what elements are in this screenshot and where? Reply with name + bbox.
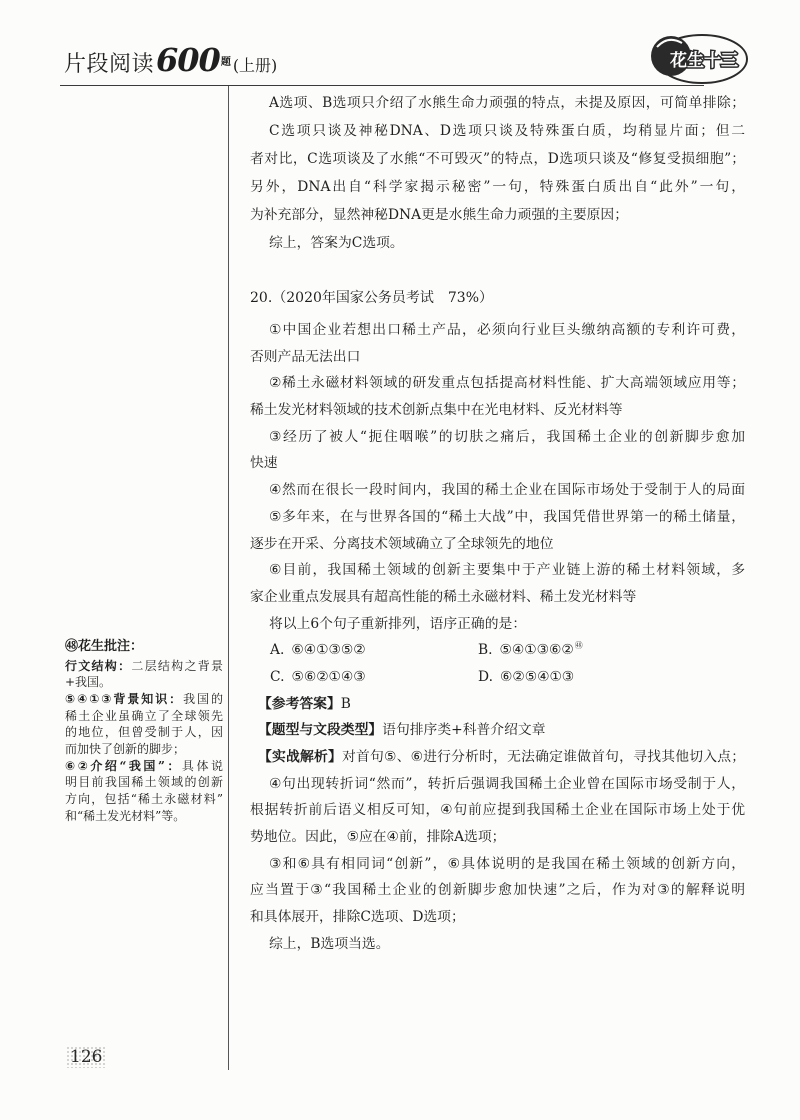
note-label: 行文结构： [65, 658, 132, 673]
sentence-line: 快速 [250, 455, 278, 472]
options-row [250, 637, 745, 664]
type-value: 语句排序类+科普介绍文章 [382, 722, 546, 739]
option-label: A. [270, 642, 285, 659]
page-number: 126 [66, 1046, 106, 1068]
question-prompt: 将以上6个句子重新排列，语序正确的是： [269, 615, 527, 632]
analysis-line: 为补充部分，显然神秘DNA更是水熊生命力顽强的主要原因； [250, 207, 629, 223]
solution-line [250, 744, 745, 771]
option-label: D. [478, 668, 493, 685]
book-header [64, 41, 278, 79]
option-d [478, 664, 574, 691]
option-order: ⑤④①③⑥② [499, 642, 574, 659]
solution-line: ③和⑥具有相同词“创新”，⑥具体说明的是我国在稀土领域的创新方向， [269, 855, 745, 872]
sentence-line: ⑥目前，我国稀土领域的创新主要集中于产业链上游的稀土材料领域，多 [269, 562, 745, 579]
series-title: 片段阅读 [64, 52, 155, 77]
sentence-line: 家企业重点发展具有超高性能的稀土永磁材料、稀土发光材料等 [250, 588, 637, 605]
sentence-line: 逐步在开采、分离技术领域确立了全球领先的地位 [250, 535, 554, 552]
note-line: 而加快了创新的脚步； [65, 742, 186, 757]
question-count: 600 [156, 41, 220, 79]
option-order: ⑥②⑤④①③ [499, 668, 575, 685]
previous-analysis [250, 89, 745, 257]
analysis-conclusion: 综上，答案为C选项。 [269, 235, 404, 251]
sentence-line: 否则产品无法出口 [250, 348, 361, 365]
note-line: 和“稀土发光材料”等。 [65, 808, 186, 823]
header-divider [60, 85, 704, 86]
note-line [65, 658, 223, 675]
logo-text: 花生十三 [670, 51, 738, 71]
note-label: ⑥②介绍“我国”： [65, 758, 182, 773]
analysis-line: 另外，DNA出自“科学家揭示秘密”一句，特殊蛋白质出自“此外”一句， [250, 179, 745, 195]
note-line: 明目前我国稀土领域的创新 [65, 775, 223, 790]
note-label: ⑤④①③背景知识： [65, 691, 184, 706]
margin-divider [228, 86, 229, 1070]
annotation-title: ㊽花生批注： [65, 639, 144, 654]
note-line: 稀土企业虽确立了全球领先 [65, 708, 223, 723]
note-line: +我国。 [65, 675, 112, 690]
sentence-line: ①中国企业若想出口稀土产品，必须向行业巨头缴纳高额的专利许可费， [269, 322, 745, 338]
sentence-line: ③经历了被人“扼住咽喉”的切肤之痛后，我国稀土企业的创新脚步愈加 [269, 428, 745, 445]
annotation-ref: ㊽ [574, 641, 583, 651]
question-body [250, 317, 745, 958]
question-heading: 20.（2020年国家公务员考试 73%） [250, 290, 494, 306]
note-line [65, 758, 223, 775]
note-text: 我国的 [183, 691, 223, 706]
analysis-line: 者对比，C选项谈及了水熊“不可毁灭”的特点，D选项只谈及“修复受损细胞”； [250, 151, 745, 167]
solution-line: 应当置于③“我国稀土企业的创新脚步愈加快速”之后，作为对③的解释说明 [250, 882, 745, 899]
question-count-unit: 题 [220, 57, 231, 68]
option-label: C. [270, 668, 285, 685]
option-b [478, 637, 583, 664]
option-order: ⑥④①③⑤② [291, 642, 366, 659]
note-line: 方向，包括“稀土永磁材料” [65, 792, 223, 807]
analysis-label: 【实战解析】 [258, 749, 343, 765]
options-row [250, 664, 745, 691]
option-order: ⑤⑥②①④③ [291, 668, 366, 685]
type-label: 【题型与文段类型】 [258, 722, 383, 739]
analysis-line: A选项、B选项只介绍了水熊生命力顽强的特点，未提及原因，可简单排除； [269, 95, 745, 111]
annotation-notes [65, 658, 223, 825]
analysis-text: 对首句⑤、⑥进行分析时，无法确定谁做首句，寻找其他切入点； [342, 749, 745, 765]
option-a [270, 637, 478, 664]
volume-label: (上册) [232, 56, 278, 75]
note-text: 具体说 [181, 758, 223, 773]
question-type [250, 717, 745, 744]
option-label: B. [478, 642, 493, 659]
brand-logo [646, 27, 750, 89]
answer-value: B [340, 695, 351, 712]
solution-line: 根据转折前后语义相反可知，④句前应提到我国稀土企业在国际市场上处于优 [250, 802, 745, 819]
sentence-line: 稀土发光材料领域的技术创新点集中在光电材料、反光材料等 [250, 402, 623, 419]
solution-line: 和具体展开，排除C选项、D选项； [250, 909, 465, 926]
sentence-line: ②稀土永磁材料领域的研发重点包括提高材料性能、扩大高端领域应用等； [269, 375, 745, 392]
solution-line: ④句出现转折词“然而”，转折后强调我国稀土企业曾在国际市场受制于人， [269, 775, 745, 792]
solution-line: 势地位。因此，⑤应在④前，排除A选项； [250, 829, 506, 846]
reference-answer [250, 691, 745, 718]
analysis-line: C选项只谈及神秘DNA、D选项只谈及特殊蛋白质，均稍显片面；但二 [269, 123, 745, 139]
sentence-line: ⑤多年来，在与世界各国的“稀土大战”中，我国凭借世界第一的稀土储量， [269, 508, 745, 525]
note-text: 二层结构之背景 [131, 658, 223, 673]
note-line: 的地位，但曾受制于人，因 [65, 725, 223, 740]
solution-conclusion: 综上，B选项当选。 [269, 935, 390, 952]
option-c [270, 664, 478, 691]
answer-label: 【参考答案】 [258, 695, 341, 712]
note-line [65, 691, 223, 708]
sentence-line: ④然而在很长一段时间内，我国的稀土企业在国际市场处于受制于人的局面 [269, 482, 745, 499]
